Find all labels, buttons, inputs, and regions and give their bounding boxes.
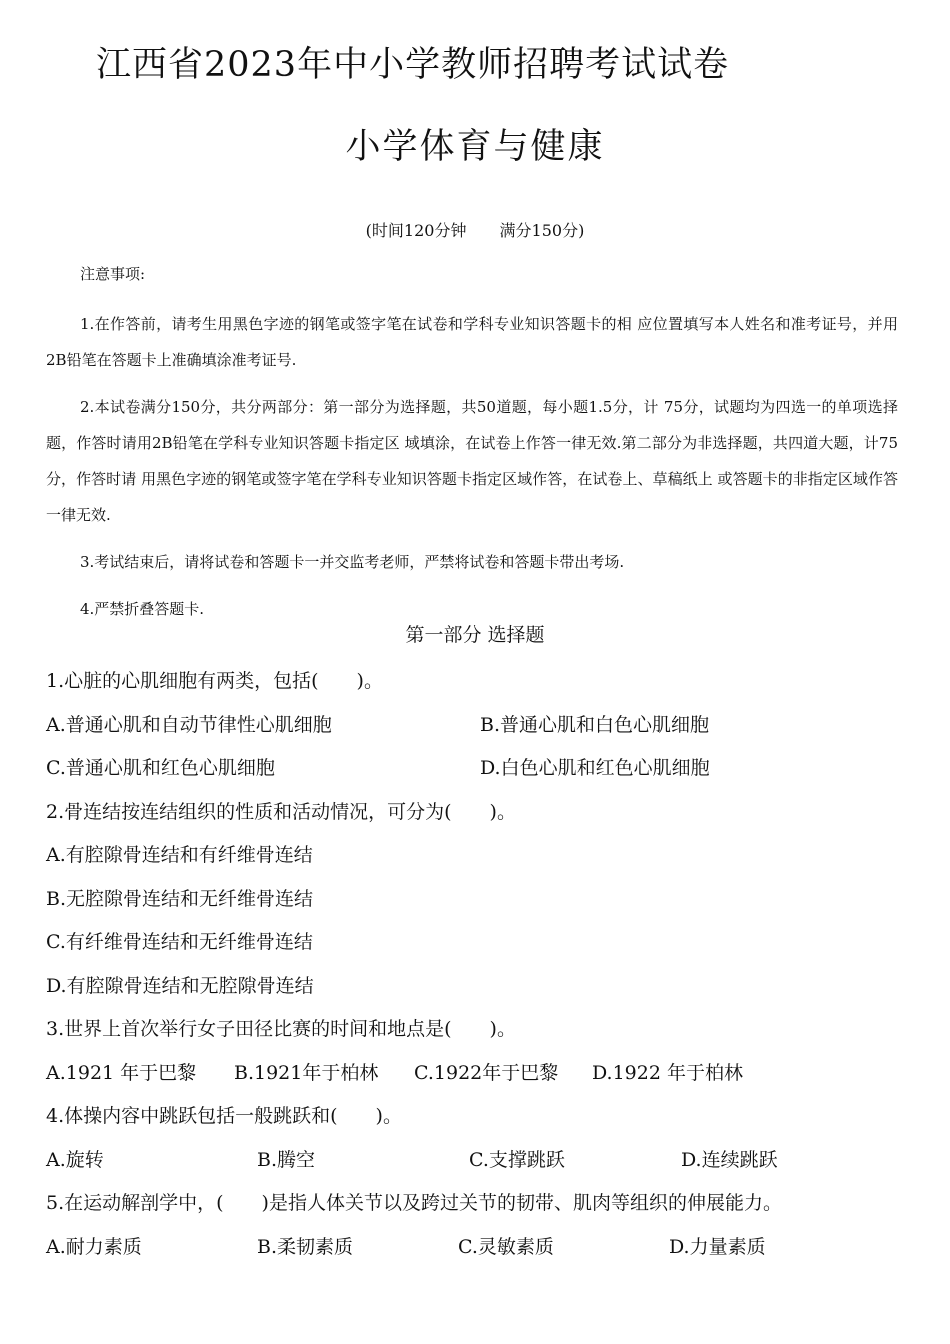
question-stem: 1.心脏的心肌细胞有两类，包括( )。 xyxy=(46,670,383,692)
exam-meta xyxy=(0,218,950,244)
notice-item-4: 4.严禁折叠答题卡. xyxy=(80,600,205,618)
option-d: D.有腔隙骨连结和无腔隙骨连结 xyxy=(46,974,314,997)
question-stem: 4.体操内容中跳跃包括一般跳跃和( )。 xyxy=(46,1105,402,1127)
exam-time: (时间120分钟 xyxy=(365,221,467,240)
option-b: B.1921年于柏林 xyxy=(234,1061,379,1084)
question-list xyxy=(46,660,926,1269)
option-b: B.无腔隙骨连结和无纤维骨连结 xyxy=(46,887,314,910)
question-stem: 3.世界上首次举行女子田径比赛的时间和地点是( )。 xyxy=(46,1018,516,1040)
option-c: C.有纤维骨连结和无纤维骨连结 xyxy=(46,931,313,953)
option-row xyxy=(46,1139,926,1183)
option-d: D.白色心肌和红色心肌细胞 xyxy=(480,757,710,779)
option-c: C.普通心肌和红色心肌细胞 xyxy=(46,757,275,779)
option-c: C.1922年于巴黎 xyxy=(414,1061,559,1084)
option-a: A.旋转 xyxy=(46,1148,104,1171)
question-stem: 2.骨连结按连结组织的性质和活动情况，可分为( )。 xyxy=(46,800,516,823)
option-a: A.普通心肌和自动节律性心肌细胞 xyxy=(46,713,332,736)
option-row xyxy=(46,747,926,791)
notice-item-3: 3.考试结束后，请将试卷和答题卡一并交监考老师，严禁将试卷和答题卡带出考场. xyxy=(80,553,625,571)
option-row xyxy=(46,704,926,748)
notice-item-2: 2.本试卷满分150分，共分两部分：第一部分为选择题，共50道题，每小题1.5分，计 75分，试题均为四选一的单项选择题，作答时请用2B铅笔在学科专业知识答题卡指定区 域填涂，在试卷上作答一律无效.第二部分为非选择题，共四道大题，计75分，作答时请 用黑色字迹的钢笔或签字笔在学科专业知识答题卡指定区域作答，在试卷上、草稿纸上 或答题卡的非指定区域作答一律无效. xyxy=(46,398,898,524)
part-one-title: 第一部分 选择题 xyxy=(405,624,545,646)
option-c: C.支撑跳跃 xyxy=(469,1148,565,1171)
option-c: C.灵敏素质 xyxy=(458,1235,554,1258)
option-d: D.力量素质 xyxy=(669,1235,766,1258)
option-d: D.连续跳跃 xyxy=(681,1148,778,1171)
exam-title: 江西省2023年中小学教师招聘考试试卷 xyxy=(96,45,730,85)
option-b: B.腾空 xyxy=(257,1148,316,1171)
option-d: D.1922 年于柏林 xyxy=(592,1061,743,1084)
notice-heading: 注意事项: xyxy=(80,265,146,283)
option-b: B.普通心肌和白色心肌细胞 xyxy=(480,713,710,736)
exam-score: 满分150分) xyxy=(499,221,585,240)
option-a: A.有腔隙骨连结和有纤维骨连结 xyxy=(46,844,313,866)
exam-subject: 小学体育与健康 xyxy=(345,127,605,167)
option-a: A.耐力素质 xyxy=(46,1235,142,1258)
notice-list xyxy=(46,306,898,638)
option-b: B.柔韧素质 xyxy=(257,1235,354,1258)
option-row xyxy=(46,1226,926,1270)
question-stem: 5.在运动解剖学中，( )是指人体关节以及跨过关节的韧带、肌肉等组织的伸展能力。 xyxy=(46,1192,782,1214)
option-row xyxy=(46,1052,926,1096)
notice-item-1: 1.在作答前，请考生用黑色字迹的钢笔或签字笔在试卷和学科专业知识答题卡的相 应位置填写本人姓名和准考证号，并用2B铅笔在答题卡上准确填涂准考证号. xyxy=(46,315,898,369)
option-a: A.1921 年于巴黎 xyxy=(46,1061,197,1084)
